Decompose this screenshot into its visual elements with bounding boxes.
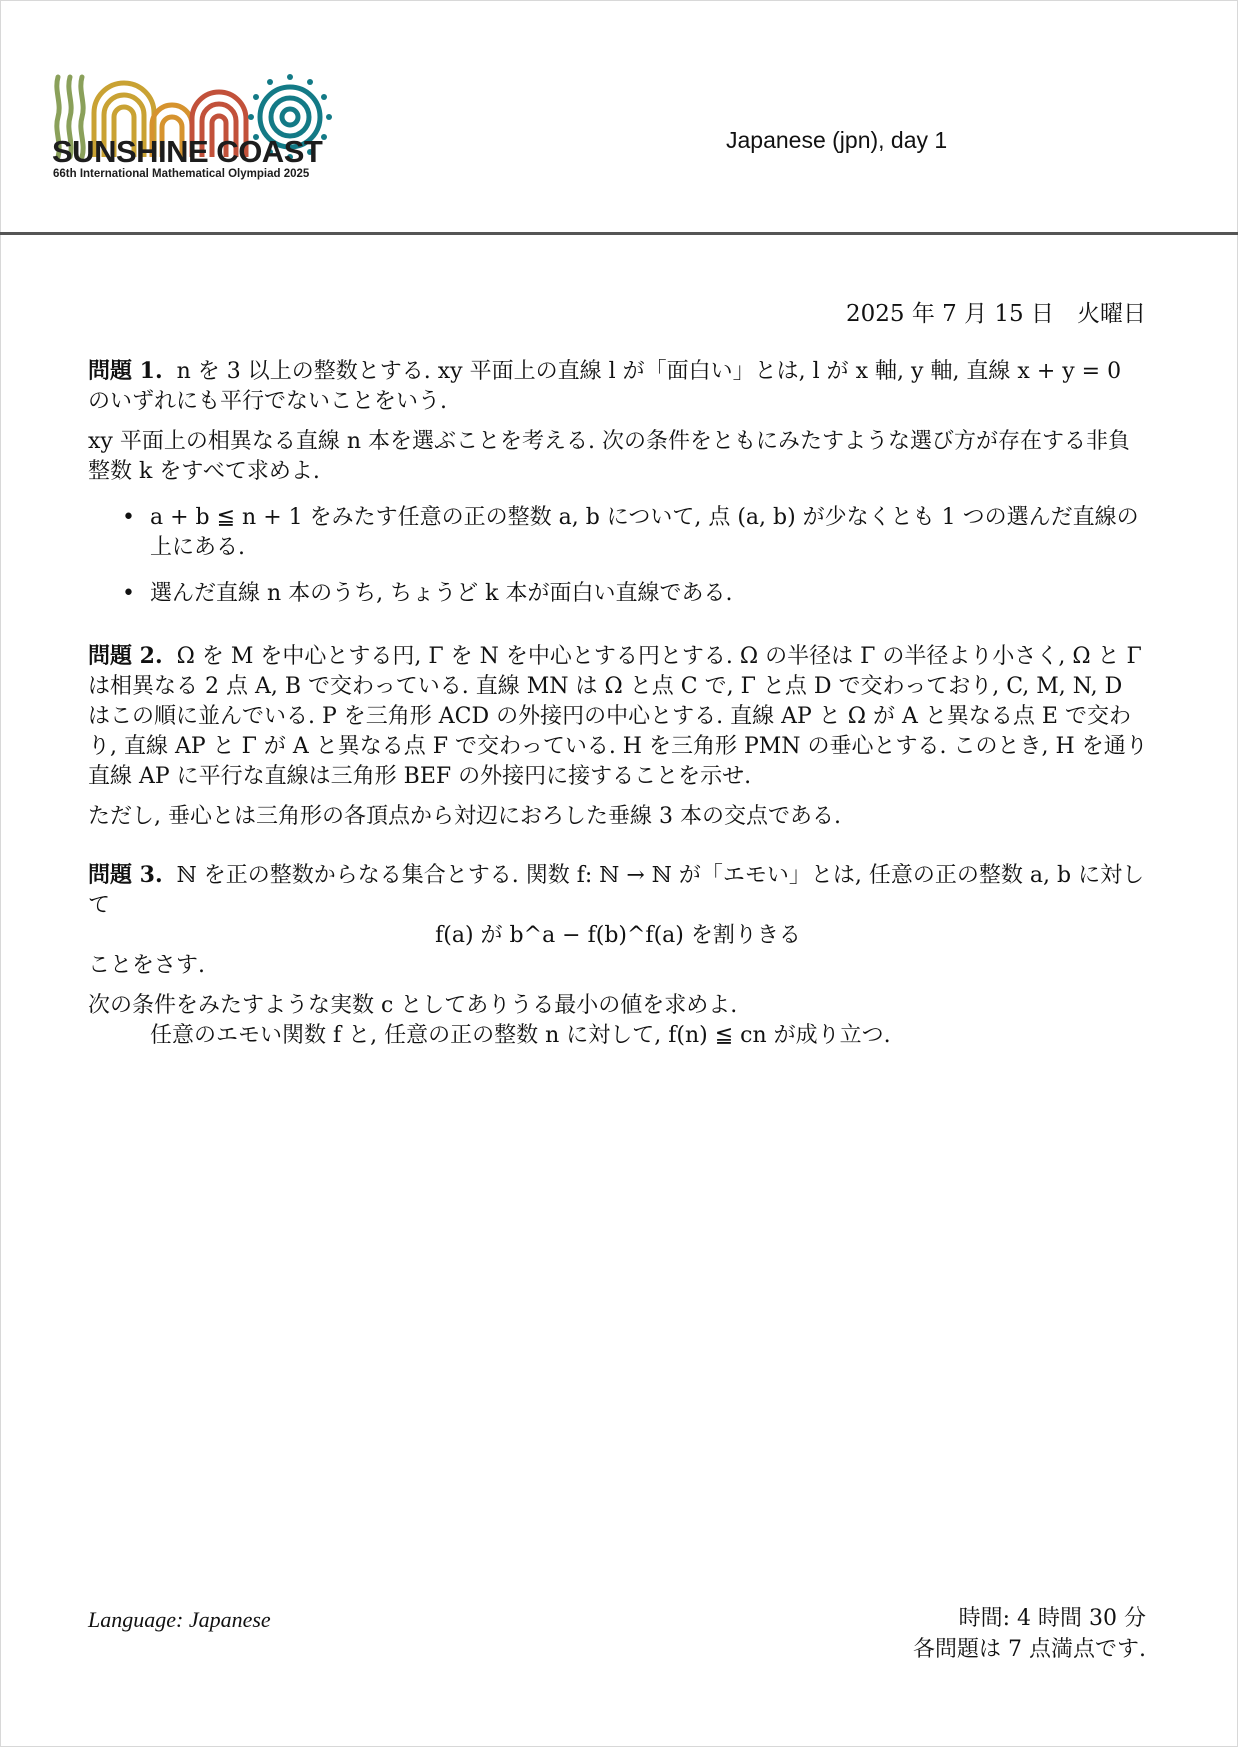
problem-1-question: xy 平面上の相異なる直線 n 本を選ぶことを考える. 次の条件をともにみたすような選び方が存在する非負整数 k をすべて求めよ. bbox=[88, 429, 1130, 484]
problem-3-definition-end: ことをさす. bbox=[88, 953, 205, 978]
problem-1-label: 問題 1. bbox=[88, 358, 163, 384]
footer-points: 各問題は 7 点満点です. bbox=[913, 1637, 1146, 1662]
logo-title: SUNSHINE COAST bbox=[52, 134, 323, 169]
language-day-label: Japanese (jpn), day 1 bbox=[726, 127, 948, 153]
problem-2-note: ただし, 垂心とは三角形の各頂点から対辺におろした垂線 3 本の交点である. bbox=[88, 804, 841, 829]
problem-1 bbox=[88, 356, 1148, 609]
problem-3 bbox=[88, 860, 1148, 1051]
problem-2 bbox=[88, 641, 1148, 832]
problem-1-condition: • a + b ≦ n + 1 をみたす任意の正の整数 a, b について, 点 (a, b) が少なくとも 1 つの選んだ直線の上にある. bbox=[150, 503, 1148, 563]
problem-2-label: 問題 2. bbox=[88, 643, 163, 669]
problem-3-question: 次の条件をみたすような実数 c としてありうる最小の値を求めよ. bbox=[88, 993, 738, 1018]
problem-3-condition: 任意のエモい関数 f と, 任意の正の整数 n に対して, f(n) ≦ cn が成り立つ. bbox=[150, 1023, 891, 1048]
footer-time: 時間: 4 時間 30 分 bbox=[958, 1606, 1146, 1631]
problem-set bbox=[88, 356, 1148, 1051]
exam-date: 2025 年 7 月 15 日 火曜日 bbox=[846, 301, 1146, 327]
problem-3-label: 問題 3. bbox=[88, 862, 163, 888]
header-divider bbox=[0, 232, 1238, 235]
footer-info bbox=[913, 1603, 1146, 1665]
footer-language: Language: Japanese bbox=[88, 1607, 271, 1632]
header bbox=[0, 0, 1238, 234]
problem-1-conditions bbox=[88, 503, 1148, 609]
problem-1-statement: n を 3 以上の整数とする. xy 平面上の直線 l が「面白い」とは, l が x 軸, y 軸, 直線 x + y = 0 のいずれにも平行でないことをいう. bbox=[88, 359, 1122, 414]
problem-3-statement: ℕ を正の整数からなる集合とする. 関数 f: ℕ → ℕ が「エモい」とは, 任意の正の整数 a, b に対して bbox=[88, 863, 1145, 918]
problem-1-condition: • 選んだ直線 n 本のうち, ちょうど k 本が面白い直線である. bbox=[150, 579, 1148, 609]
problem-2-statement: Ω を M を中心とする円, Γ を N を中心とする円とする. Ω の半径は Γ の半径より小さく, Ω と Γ は相異なる 2 点 A, B で交わっている. 直線 MN は Ω と点 C で, Γ と点 D で交わっており, C, M, N, D はこの順に並んでいる. P を三角形 ACD の外接円の中心とする. 直線 AP と Ω が A と異なる点 E で交わり, 直線 AP と Γ が A と異なる点 F で交わっている. H を三角形 PMN の垂心とする. このとき, H を通り直線 AP に平行な直線は三角形 BEF の外接円に接することを示せ. bbox=[88, 644, 1148, 789]
logo-subtitle: 66th International Mathematical Olympiad 2025 bbox=[53, 168, 310, 180]
problem-3-formula: f(a) が b^a − f(b)^f(a) を割りきる bbox=[435, 923, 801, 948]
